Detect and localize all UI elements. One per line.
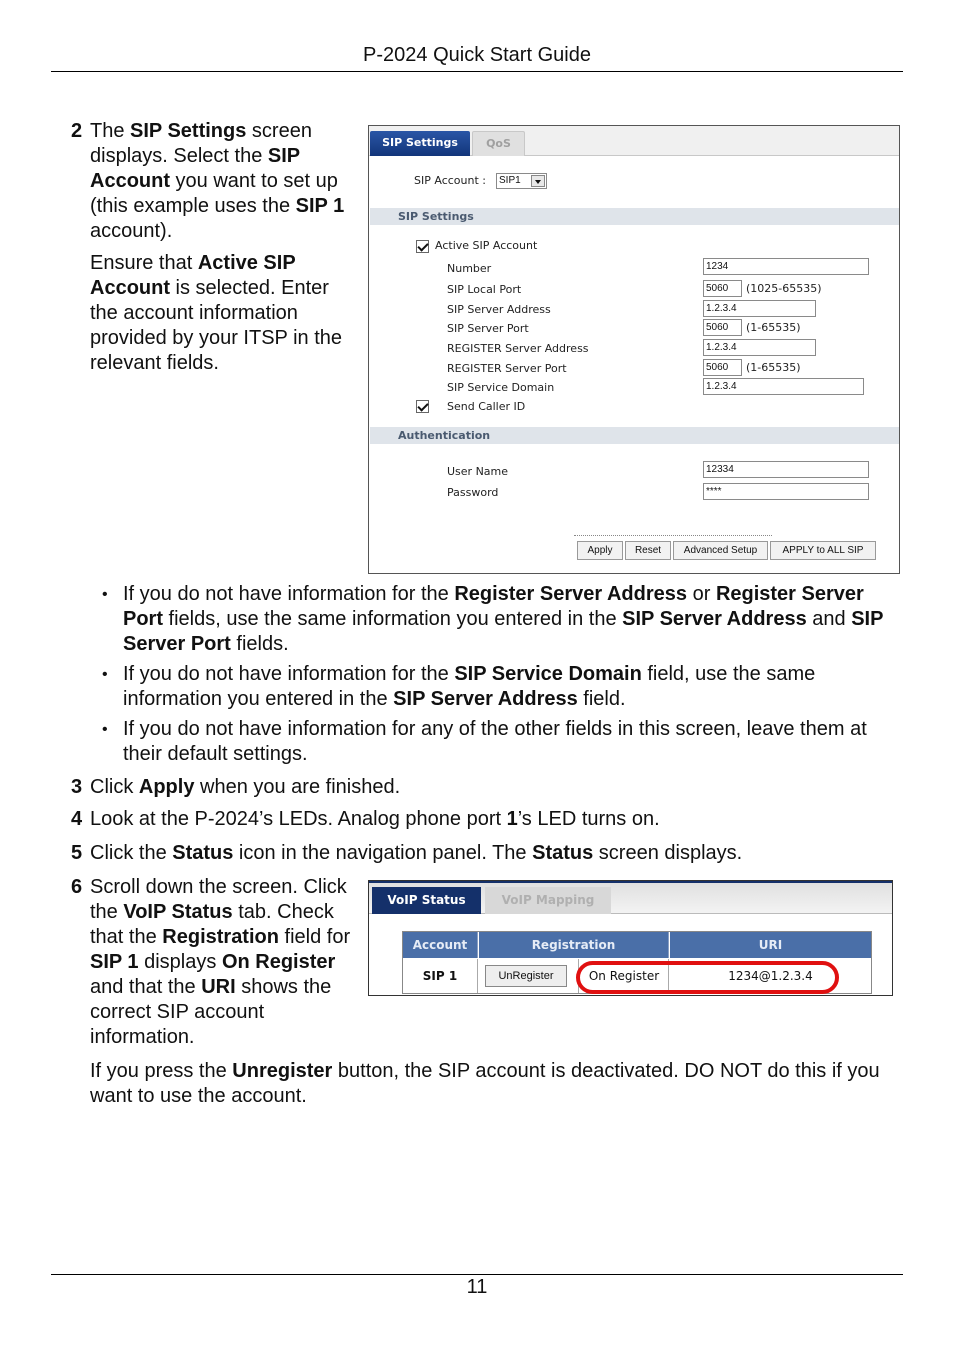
step-2-text-2: Ensure that Active SIP Account is selected. Enter the account information provided by your ITSP in the relevant fields. [90, 252, 342, 374]
tab-voip-mapping[interactable]: VoIP Mapping [485, 887, 611, 914]
bullet-item: • If you do not have information for any of the other fields in this screen, leave them at their default settings. [100, 717, 900, 767]
page-header: P-2024 Quick Start Guide [363, 44, 591, 66]
step-4-text: Look at the P-2024’s LEDs. Analog phone port 1’s LED turns on. [90, 808, 660, 830]
sip-server-port-range: (1-65535) [746, 321, 801, 334]
step-5-number: 5 [71, 842, 83, 864]
reset-button[interactable]: Reset [625, 541, 671, 560]
register-server-address-input[interactable]: 1.2.3.4 [703, 339, 816, 356]
register-server-port-range: (1-65535) [746, 361, 801, 374]
apply-button[interactable]: Apply [577, 541, 623, 560]
section-authentication: Authentication [370, 427, 900, 444]
step-2-text: The SIP Settings screen displays. Select the SIP Account you want to set up (this example uses the SIP 1 account). [90, 120, 345, 242]
footer-rule [51, 1274, 903, 1275]
sip-local-port-label: SIP Local Port [447, 283, 522, 296]
sip-account-label: SIP Account : [414, 174, 486, 187]
voip-tab-bar [369, 883, 892, 914]
closing-paragraph: If you press the Unregister button, the SIP account is deactivated. DO NOT do this if you want to use the account. [90, 1060, 880, 1107]
bullet-list [100, 582, 900, 772]
sip-settings-screenshot [368, 125, 900, 574]
registration-cell: On Register [580, 959, 669, 993]
step-3-text: Click Apply when you are finished. [90, 776, 401, 798]
bullet-item: • If you do not have information for the SIP Service Domain field, use the same information you entered in the SIP Server Address field. [100, 662, 900, 712]
user-name-label: User Name [447, 465, 509, 478]
user-name-input[interactable]: 12334 [703, 461, 869, 478]
uri-cell: 1234@1.2.3.4 [728, 969, 813, 983]
tab-voip-status[interactable]: VoIP Status [372, 887, 481, 914]
tab-bar [369, 126, 899, 156]
column-header-uri: URI [670, 932, 871, 958]
header-rule [51, 71, 903, 72]
account-cell: SIP 1 [403, 959, 478, 993]
step-5-text: Click the Status icon in the navigation panel. The Status screen displays. [90, 842, 743, 864]
sip-server-port-input[interactable]: 5060 [703, 319, 742, 336]
step-2-number: 2 [71, 120, 83, 142]
number-label: Number [447, 262, 492, 275]
section-sip-settings: SIP Settings [370, 208, 900, 225]
sip-server-address-input[interactable]: 1.2.3.4 [703, 300, 816, 317]
highlight-oval [576, 961, 839, 994]
column-header-registration: Registration [479, 932, 669, 958]
button-row-divider [574, 535, 772, 536]
send-caller-id-checkbox[interactable] [416, 400, 429, 413]
step-4-number: 4 [71, 808, 83, 830]
chevron-down-icon [531, 175, 545, 187]
password-input[interactable]: **** [703, 483, 869, 500]
sip-service-domain-input[interactable]: 1.2.3.4 [703, 378, 864, 395]
register-server-port-input[interactable]: 5060 [703, 359, 742, 376]
number-input[interactable]: 1234 [703, 258, 869, 275]
tab-qos[interactable]: QoS [472, 131, 525, 156]
step-6-text: Scroll down the screen. Click the VoIP Status tab. Check that the Registration field for SIP 1 displays On Register and that the URI shows the correct SIP account information. [90, 876, 351, 1048]
password-label: Password [447, 486, 499, 499]
sip-server-port-label: SIP Server Port [447, 322, 529, 335]
page-number: 11 [466, 1276, 488, 1298]
column-header-account: Account [403, 932, 478, 958]
register-server-address-label: REGISTER Server Address [447, 342, 589, 355]
tab-sip-settings[interactable]: SIP Settings [370, 131, 470, 156]
step-6-number: 6 [71, 876, 83, 898]
sip-local-port-range: (1025-65535) [746, 282, 822, 295]
sip-server-address-label: SIP Server Address [447, 303, 551, 316]
voip-status-screenshot [368, 880, 893, 996]
register-server-port-label: REGISTER Server Port [447, 362, 567, 375]
active-sip-account-checkbox[interactable] [416, 240, 429, 253]
active-sip-account-label: Active SIP Account [435, 239, 538, 252]
step-3-number: 3 [71, 776, 83, 798]
bullet-item: • If you do not have information for the Register Server Address or Register Server Port fields, use the same information you entered in the SIP Server Address and SIP Server Port fields. [100, 582, 900, 657]
sip-account-value: SIP1 [499, 175, 521, 186]
unregister-button[interactable]: UnRegister [485, 965, 567, 987]
sip-account-select[interactable] [496, 173, 547, 189]
send-caller-id-label: Send Caller ID [447, 400, 526, 413]
advanced-setup-button[interactable]: Advanced Setup [673, 541, 768, 560]
sip-local-port-input[interactable]: 5060 [703, 280, 742, 297]
sip-service-domain-label: SIP Service Domain [447, 381, 555, 394]
apply-to-all-sip-button[interactable]: APPLY to ALL SIP [770, 541, 876, 560]
